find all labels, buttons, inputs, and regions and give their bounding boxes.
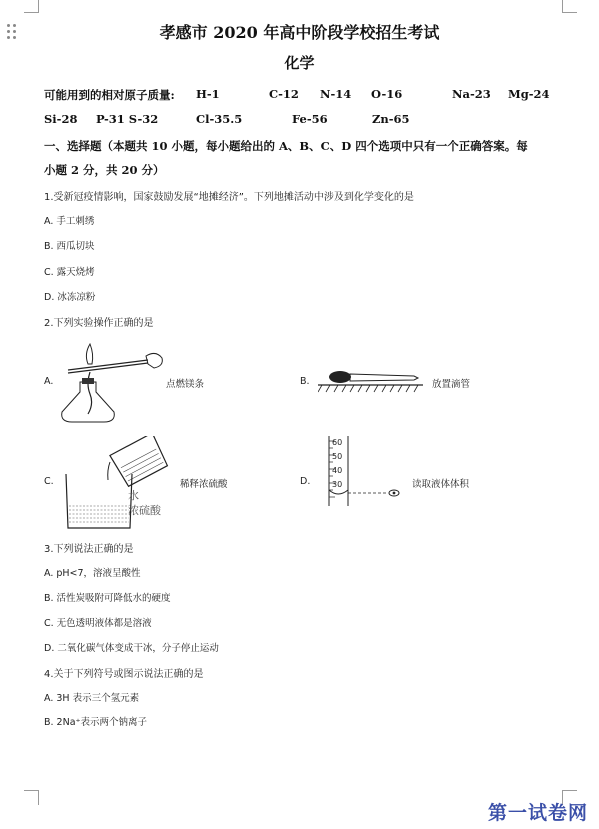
cylinder-scale — [332, 436, 342, 492]
question-2-option-a-letter: A. — [44, 376, 54, 387]
magnesium-burning-figure — [60, 342, 165, 427]
question-2-option-a-label: 点燃镁条 — [166, 379, 205, 390]
atomic-mass-si: Si-28 — [44, 112, 78, 126]
atomic-mass-label: 可能用到的相对原子质量: — [44, 88, 175, 102]
atomic-mass-c: C-12 — [269, 87, 299, 101]
question-3-option-c: C. 无色透明液体都是溶液 — [44, 618, 152, 629]
cylinder-tick-50: 50 — [332, 452, 343, 461]
conc-acid-label: 浓硫酸 — [128, 504, 161, 517]
dilute-sulfuric-acid-figure — [60, 436, 180, 531]
corner-mark-bottom-left — [24, 790, 39, 805]
atomic-mass-n: N-14 — [320, 87, 352, 101]
section-heading-line2: 小题 2 分，共 20 分） — [44, 163, 165, 177]
atomic-mass-mg: Mg-24 — [508, 87, 550, 101]
site-watermark: 第一试卷网 — [488, 802, 589, 824]
question-2-option-d-letter: D. — [300, 476, 311, 487]
question-2-option-d-label: 读取液体体积 — [412, 479, 470, 490]
question-1-option-a: A. 手工刺绣 — [44, 216, 95, 227]
cylinder-tick-40: 40 — [332, 466, 343, 475]
question-1-stem: 1.受新冠疫情影响，国家鼓励发展“地摊经济”。下列地摊活动中涉及到化学变化的是 — [44, 192, 414, 203]
question-2-option-b-label: 放置滴管 — [432, 379, 471, 390]
question-3-option-b: B. 活性炭吸附可降低水的硬度 — [44, 593, 171, 604]
cylinder-tick-30: 30 — [332, 480, 343, 489]
question-4-stem: 4.关于下列符号或图示说法正确的是 — [44, 669, 204, 680]
exam-title: 孝感市 2020 年高中阶段学校招生考试 — [159, 23, 440, 42]
question-1-option-b: B. 西瓜切块 — [44, 241, 95, 252]
atomic-mass-p-s: P-31 S-32 — [96, 112, 159, 126]
atomic-mass-fe: Fe-56 — [292, 112, 328, 126]
subject-title: 化学 — [284, 54, 315, 72]
water-label: 水 — [128, 489, 139, 502]
atomic-mass-na: Na-23 — [452, 87, 491, 101]
atomic-mass-cl: Cl-35.5 — [196, 112, 243, 126]
dropper-on-table-figure — [318, 364, 423, 396]
question-1-option-c: C. 露天烧烤 — [44, 267, 95, 278]
corner-mark-top-left — [24, 0, 39, 13]
atomic-mass-h: H-1 — [196, 87, 220, 101]
question-2-stem: 2.下列实验操作正确的是 — [44, 318, 154, 329]
question-2-option-b-letter: B. — [300, 376, 310, 387]
question-3-option-d: D. 二氧化碳气体变成干冰，分子停止运动 — [44, 643, 219, 654]
question-3-stem: 3.下列说法正确的是 — [44, 544, 134, 555]
cylinder-tick-60: 60 — [332, 438, 343, 447]
atomic-mass-zn: Zn-65 — [372, 112, 410, 126]
corner-mark-top-right — [562, 0, 577, 13]
question-1-option-d: D. 冰冻凉粉 — [44, 292, 96, 303]
atomic-mass-o: O-16 — [371, 87, 403, 101]
question-2-option-c-letter: C. — [44, 476, 54, 487]
question-2-option-c-label: 稀释浓硫酸 — [180, 479, 228, 490]
question-3-option-a: A. pH<7，溶液呈酸性 — [44, 568, 141, 579]
section-heading-line1: 一、选择题（本题共 10 小题，每小题给出的 A、B、C、D 四个选项中只有一个正确答案。每 — [44, 139, 528, 153]
question-4-option-a: A. 3H 表示三个氢元素 — [44, 693, 140, 704]
question-4-option-b: B. 2Na⁺表示两个钠离子 — [44, 717, 148, 728]
